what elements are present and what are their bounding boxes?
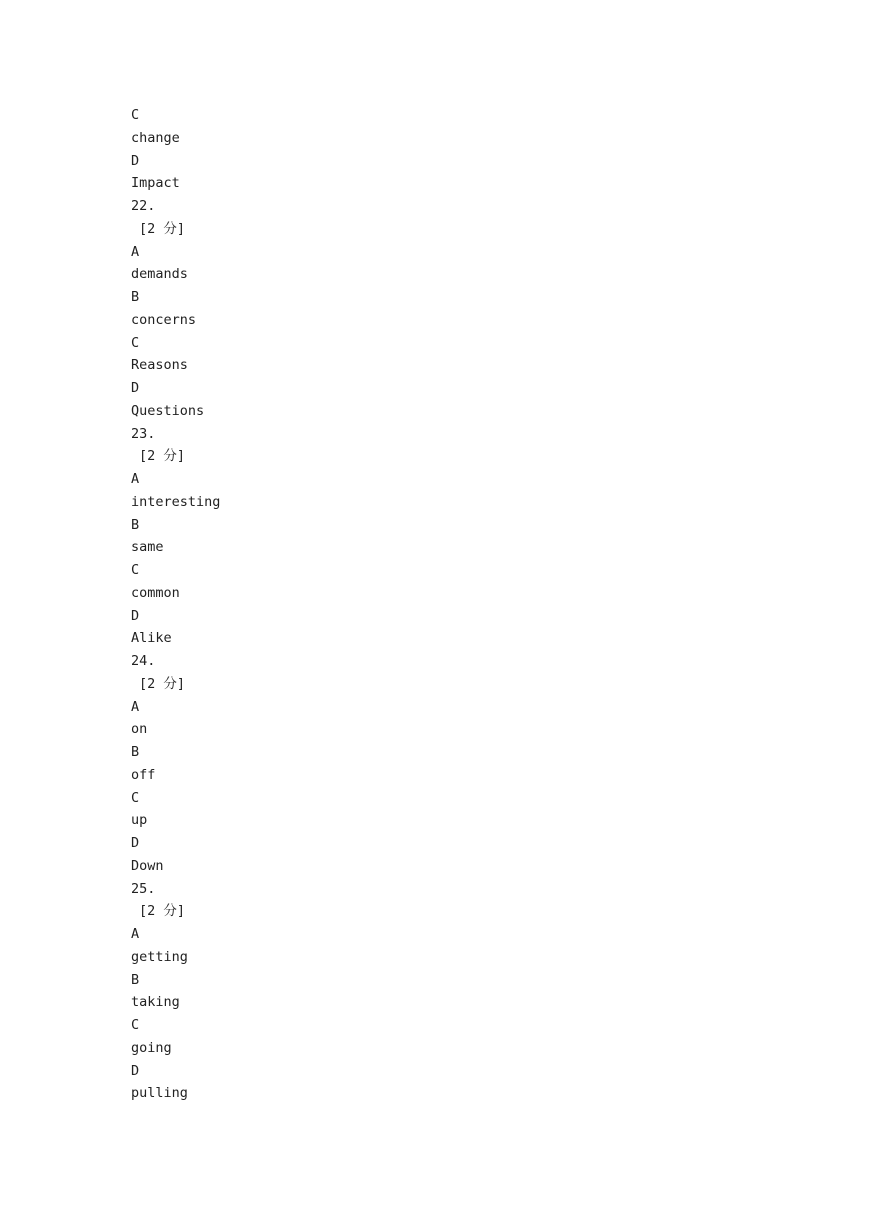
option-text: up <box>131 812 148 829</box>
option-letter: B <box>131 289 140 305</box>
option-letter: A <box>131 243 140 260</box>
option-letter: D <box>131 152 140 169</box>
option-text: interesting <box>131 493 221 510</box>
option-letter: D <box>131 835 140 851</box>
option-letter: B <box>131 971 140 988</box>
option-letter: C <box>131 1017 140 1033</box>
option-text: demands <box>131 266 188 283</box>
option-text: Impact <box>131 175 180 192</box>
option-letter: A <box>131 926 140 942</box>
option-text: pulling <box>131 1085 188 1102</box>
option-letter: A <box>131 698 140 715</box>
option-text: getting <box>131 948 188 965</box>
question-number: 23. <box>131 425 156 442</box>
option-letter: D <box>131 607 140 624</box>
option-letter: D <box>131 1062 140 1079</box>
score-label: [2 分] <box>139 220 186 237</box>
question-number: 25. <box>131 880 156 897</box>
option-text: common <box>131 584 180 601</box>
option-text: change <box>131 129 180 146</box>
score-label: [2 分] <box>139 675 186 692</box>
option-letter: B <box>131 516 140 533</box>
option-text: taking <box>131 994 180 1011</box>
option-text: Down <box>131 857 164 874</box>
option-letter: C <box>131 334 140 351</box>
option-letter: B <box>131 744 140 760</box>
option-text: concerns <box>131 311 197 328</box>
score-label: [2 分] <box>139 448 186 465</box>
option-text: Reasons <box>131 357 188 374</box>
option-text: on <box>131 721 148 738</box>
option-text: going <box>131 1039 172 1056</box>
option-letter: D <box>131 380 140 396</box>
option-text: Alike <box>131 630 172 647</box>
option-letter: C <box>131 107 140 123</box>
question-list <box>131 104 731 1105</box>
option-text: same <box>131 539 164 556</box>
question-number: 24. <box>131 653 156 669</box>
option-letter: C <box>131 789 140 806</box>
option-letter: C <box>131 562 140 578</box>
option-text: off <box>131 766 156 783</box>
option-letter: A <box>131 471 140 487</box>
score-label: [2 分] <box>139 903 186 920</box>
question-number: 22. <box>131 198 156 214</box>
option-text: Questions <box>131 402 205 419</box>
